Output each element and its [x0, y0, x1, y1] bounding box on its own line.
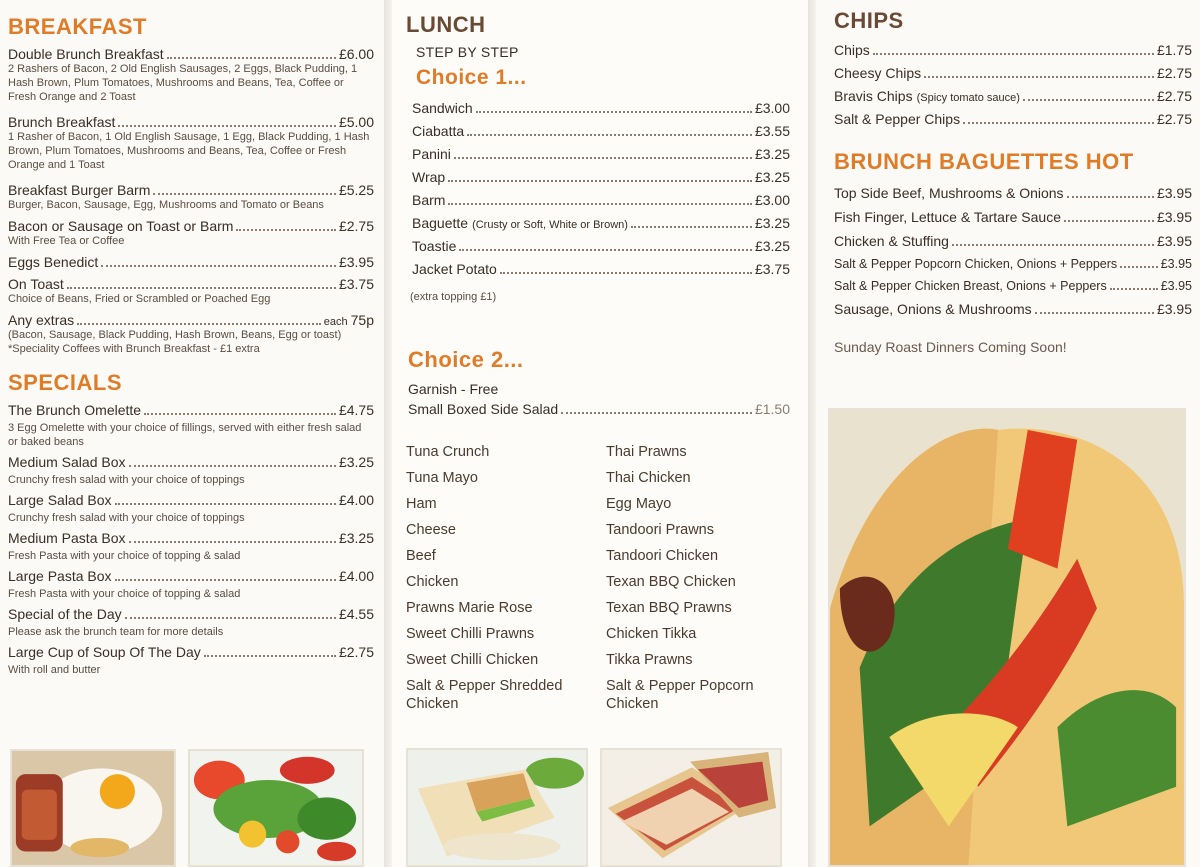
filling-item: Tandoori Chicken: [606, 548, 719, 564]
item-price: £3.25: [754, 238, 790, 254]
item-price: £2.75: [338, 644, 374, 660]
filling-item: Egg Mayo: [606, 496, 672, 512]
item-name: Medium Salad Box: [8, 454, 126, 470]
leader-dots: [1023, 99, 1154, 101]
leader-dots: [1035, 312, 1154, 314]
extra-topping-note: (extra topping £1): [410, 291, 497, 303]
item-name: Wrap: [412, 169, 446, 185]
item-price: £3.55: [754, 123, 790, 139]
item-desc: Fresh Pasta with your choice of topping & salad: [8, 550, 241, 562]
item-price: £6.00: [338, 46, 374, 62]
choice1-item: [412, 169, 790, 185]
menu-line: [8, 644, 374, 660]
filling-item: Sweet Chilli Chicken: [406, 652, 539, 668]
fillings-right-col: [606, 443, 790, 721]
menu-item: [8, 606, 374, 639]
leader-dots: [500, 272, 752, 274]
item-desc: Please ask the brunch team for more details: [8, 626, 224, 638]
item-price: £2.75: [1156, 88, 1192, 104]
item-price: £5.25: [338, 182, 374, 198]
filling-item: Tandoori Prawns: [606, 522, 714, 538]
choice1-heading: Choice 1...: [416, 66, 527, 89]
menu-line: [8, 606, 374, 622]
baguette-item: [834, 185, 1192, 201]
filling-item: Thai Chicken: [606, 470, 691, 486]
fillings-left-col: [406, 443, 590, 721]
garnish-text: Garnish - Free: [408, 381, 499, 397]
choice2-heading: Choice 2...: [408, 347, 524, 372]
filling-item: Chicken Tikka: [606, 626, 697, 642]
choice1-list: [406, 100, 790, 277]
item-name: Eggs Benedict: [8, 254, 99, 270]
choice1-item: [412, 123, 790, 139]
filling-item: Salt & Pepper Shredded Chicken: [406, 678, 563, 712]
item-name: Baguette: [412, 215, 469, 231]
item-name: The Brunch Omelette: [8, 402, 142, 418]
leader-dots: [115, 503, 336, 505]
filling-item: Beef: [406, 548, 436, 564]
leader-dots: [1067, 196, 1154, 198]
item-price: £3.25: [754, 215, 790, 231]
item-name: Salt & Pepper Chicken Breast, Onions + Peppers: [834, 279, 1107, 293]
item-price: £3.25: [338, 530, 374, 546]
leader-dots: [448, 203, 752, 205]
item-name: Medium Pasta Box: [8, 530, 126, 546]
side-salad-name: Small Boxed Side Salad: [408, 401, 559, 417]
leader-dots: [167, 57, 336, 59]
item-price: £3.95: [338, 254, 374, 270]
panini-photo: [828, 408, 1186, 867]
menu-line: [8, 218, 374, 234]
menu-item: [8, 492, 374, 525]
menu-line: [8, 402, 374, 418]
item-name: Panini: [412, 146, 451, 162]
leader-dots: [467, 134, 752, 136]
baguette-item: [834, 279, 1192, 293]
item-price: £3.00: [754, 100, 790, 116]
item-price: £3.95: [1156, 185, 1192, 201]
item-price: £2.75: [1156, 111, 1192, 127]
fillings-grid: [406, 443, 790, 721]
specials-heading: SPECIALS: [8, 370, 123, 395]
baguettes-heading: BRUNCH BAGUETTES HOT: [834, 149, 1134, 174]
chips-list: [834, 42, 1192, 127]
lunch-subtitle: STEP BY STEP: [416, 44, 519, 60]
menu-line: [8, 114, 374, 130]
item-price: £4.55: [338, 606, 374, 622]
item-name: Chips: [834, 42, 870, 58]
item-name: Bacon or Sausage on Toast or Barm: [8, 218, 234, 234]
choice1-item: [412, 238, 790, 254]
item-price: £3.95: [1160, 279, 1192, 293]
choice1-item: [412, 192, 790, 208]
breakfast-heading: BREAKFAST: [8, 14, 147, 39]
menu-line: [8, 454, 374, 470]
extras-name: Any extras: [8, 312, 75, 328]
menu-item: [8, 530, 374, 563]
filling-item: Texan BBQ Chicken: [606, 574, 736, 590]
fold-shadow: [808, 0, 816, 867]
item-desc: With Free Tea or Coffee: [8, 235, 125, 247]
item-name: Salt & Pepper Chips: [834, 111, 961, 127]
leader-dots: [125, 617, 336, 619]
item-name: Cheesy Chips: [834, 65, 922, 81]
leader-dots: [236, 229, 336, 231]
leader-dots: [115, 579, 336, 581]
choice1-item: [412, 261, 790, 277]
menu-line: [8, 568, 374, 584]
menu-item: [8, 114, 374, 172]
item-name: Top Side Beef, Mushrooms & Onions: [834, 185, 1064, 201]
item-price: £1.75: [1156, 42, 1192, 58]
baguette-item: [834, 233, 1192, 249]
item-price: £2.75: [1156, 65, 1192, 81]
leader-dots: [1110, 288, 1158, 290]
item-price: £4.00: [338, 492, 374, 508]
club-sandwich-photo: [600, 748, 782, 867]
item-price: £4.00: [338, 568, 374, 584]
item-price: £3.95: [1156, 209, 1192, 225]
item-desc: Burger, Bacon, Sausage, Egg, Mushrooms and Tomato or Beans: [8, 199, 324, 211]
fold-shadow: [384, 0, 392, 867]
menu-item: [8, 276, 374, 306]
menu-item: [8, 46, 374, 104]
item-desc: Fresh Pasta with your choice of topping & salad: [8, 588, 241, 600]
leader-dots: [204, 655, 336, 657]
breakfast-photo: [10, 749, 176, 867]
menu-item: [8, 568, 374, 601]
menu-item: [8, 182, 374, 212]
filling-item: Cheese: [406, 522, 456, 538]
extras-desc: (Bacon, Sausage, Black Pudding, Hash Brown, Beans, Egg or toast): [8, 329, 342, 341]
salad-photo: [188, 749, 364, 867]
leader-dots: [459, 249, 752, 251]
side-salad-price: £1.50: [754, 401, 790, 417]
chips-heading: CHIPS: [834, 8, 904, 33]
item-name: Brunch Breakfast: [8, 114, 116, 130]
leader-dots: [561, 412, 752, 414]
filling-item: Thai Prawns: [606, 444, 687, 460]
item-name: Chicken & Stuffing: [834, 233, 949, 249]
leader-dots: [101, 265, 336, 267]
item-price: £3.75: [754, 261, 790, 277]
item-name: Salt & Pepper Popcorn Chicken, Onions + Peppers: [834, 257, 1118, 271]
menu-item: [8, 254, 374, 270]
item-price: £3.95: [1156, 233, 1192, 249]
choice1-item: [412, 100, 790, 116]
filling-item: Ham: [406, 496, 437, 512]
item-name: Special of the Day: [8, 606, 122, 622]
leader-dots: [952, 244, 1154, 246]
item-name: Sandwich: [412, 100, 473, 116]
filling-item: Tuna Crunch: [406, 444, 490, 460]
leader-dots: [1120, 266, 1158, 268]
item-price: £3.75: [338, 276, 374, 292]
chips-item: [834, 42, 1192, 58]
choice1-item: [412, 146, 790, 162]
item-desc: 2 Rashers of Bacon, 2 Old English Sausages, 2 Eggs, Black Pudding, 1 Hash Brown, Plum Tomatoes, Mushrooms and Beans, Tea, Coffee or Fresh Orange and 2 Toast: [8, 63, 358, 103]
chips-item: [834, 88, 1192, 104]
baguette-item: [834, 301, 1192, 317]
wrap-photo: [406, 748, 588, 867]
choice1-item: [412, 215, 790, 231]
item-desc: Crunchy fresh salad with your choice of toppings: [8, 474, 245, 486]
leader-dots: [129, 541, 336, 543]
item-price: £2.75: [338, 218, 374, 234]
menu-line: [8, 254, 374, 270]
filling-item: Tikka Prawns: [606, 652, 693, 668]
coffee-note: *Speciality Coffees with Brunch Breakfast - £1 extra: [8, 343, 260, 355]
filling-item: Chicken: [406, 574, 459, 590]
extras-each: each: [323, 316, 348, 328]
leader-dots: [77, 323, 321, 325]
chips-item: [834, 65, 1192, 81]
item-price: £3.25: [338, 454, 374, 470]
menu-item: [8, 218, 374, 248]
menu-line: [8, 492, 374, 508]
filling-item: Texan BBQ Prawns: [606, 600, 732, 616]
item-name: Fish Finger, Lettuce & Tartare Sauce: [834, 209, 1061, 225]
item-price: £3.25: [754, 169, 790, 185]
breakfast-list: [8, 46, 374, 306]
item-name: Barm: [412, 192, 446, 208]
breakfast-panel: [0, 0, 384, 867]
leader-dots: [129, 465, 336, 467]
menu-line: [8, 46, 374, 62]
item-name: Double Brunch Breakfast: [8, 46, 164, 62]
leader-dots: [873, 53, 1154, 55]
menu-item: [8, 402, 374, 449]
item-desc: 1 Rasher of Bacon, 1 Old English Sausage, 1 Egg, Black Pudding, 1 Hash Brown, Plum Tomatoes, Mushrooms and Beans, Tea, Coffee or Fresh Orange and 1 Toast: [8, 131, 370, 171]
extras-price: 75p: [350, 312, 374, 328]
menu-line: [8, 182, 374, 198]
item-note: (Crusty or Soft, White or Brown): [472, 219, 628, 231]
item-name: Jacket Potato: [412, 261, 497, 277]
leader-dots: [924, 76, 1154, 78]
item-price: £4.75: [338, 402, 374, 418]
filling-item: Prawns Marie Rose: [406, 600, 533, 616]
leader-dots: [1064, 220, 1154, 222]
leader-dots: [153, 193, 336, 195]
extras-item: [8, 312, 374, 356]
item-name: Large Cup of Soup Of The Day: [8, 644, 201, 660]
item-desc: 3 Egg Omelette with your choice of fillings, served with either fresh salad or baked beans: [8, 422, 362, 448]
filling-item: Tuna Mayo: [406, 470, 478, 486]
item-desc: Choice of Beans, Fried or Scrambled or Poached Egg: [8, 293, 271, 305]
leader-dots: [454, 157, 752, 159]
item-price: £5.00: [338, 114, 374, 130]
item-name: Ciabatta: [412, 123, 465, 139]
filling-item: Sweet Chilli Prawns: [406, 626, 535, 642]
leader-dots: [448, 180, 752, 182]
leader-dots: [963, 122, 1154, 124]
filling-item: Salt & Pepper Popcorn Chicken: [606, 678, 754, 712]
specials-list: [8, 402, 374, 677]
baguette-item: [834, 257, 1192, 271]
item-name: On Toast: [8, 276, 64, 292]
leader-dots: [118, 125, 336, 127]
menu-line: [8, 530, 374, 546]
item-price: £3.00: [754, 192, 790, 208]
item-name: Toastie: [412, 238, 457, 254]
baguette-list: [834, 185, 1192, 317]
item-name: Large Pasta Box: [8, 568, 112, 584]
item-name: Large Salad Box: [8, 492, 112, 508]
item-desc: With roll and butter: [8, 664, 101, 676]
sunday-note: Sunday Roast Dinners Coming Soon!: [834, 339, 1067, 355]
item-desc: Crunchy fresh salad with your choice of toppings: [8, 512, 245, 524]
item-name: Sausage, Onions & Mushrooms: [834, 301, 1032, 317]
baguette-item: [834, 209, 1192, 225]
item-price: £3.25: [754, 146, 790, 162]
leader-dots: [476, 111, 752, 113]
leader-dots: [631, 226, 752, 228]
item-price: £3.95: [1156, 301, 1192, 317]
item-price: £3.95: [1160, 257, 1192, 271]
leader-dots: [144, 413, 336, 415]
menu-line: [8, 276, 374, 292]
item-note: (Spicy tomato sauce): [916, 92, 1020, 104]
chips-item: [834, 111, 1192, 127]
leader-dots: [67, 287, 336, 289]
lunch-heading: LUNCH: [406, 12, 486, 37]
item-name: Breakfast Burger Barm: [8, 182, 151, 198]
lunch-panel: [392, 0, 808, 867]
item-name: Bravis Chips: [834, 88, 913, 104]
menu-item: [8, 644, 374, 677]
side-salad-item: [408, 401, 790, 417]
menu-item: [8, 454, 374, 487]
